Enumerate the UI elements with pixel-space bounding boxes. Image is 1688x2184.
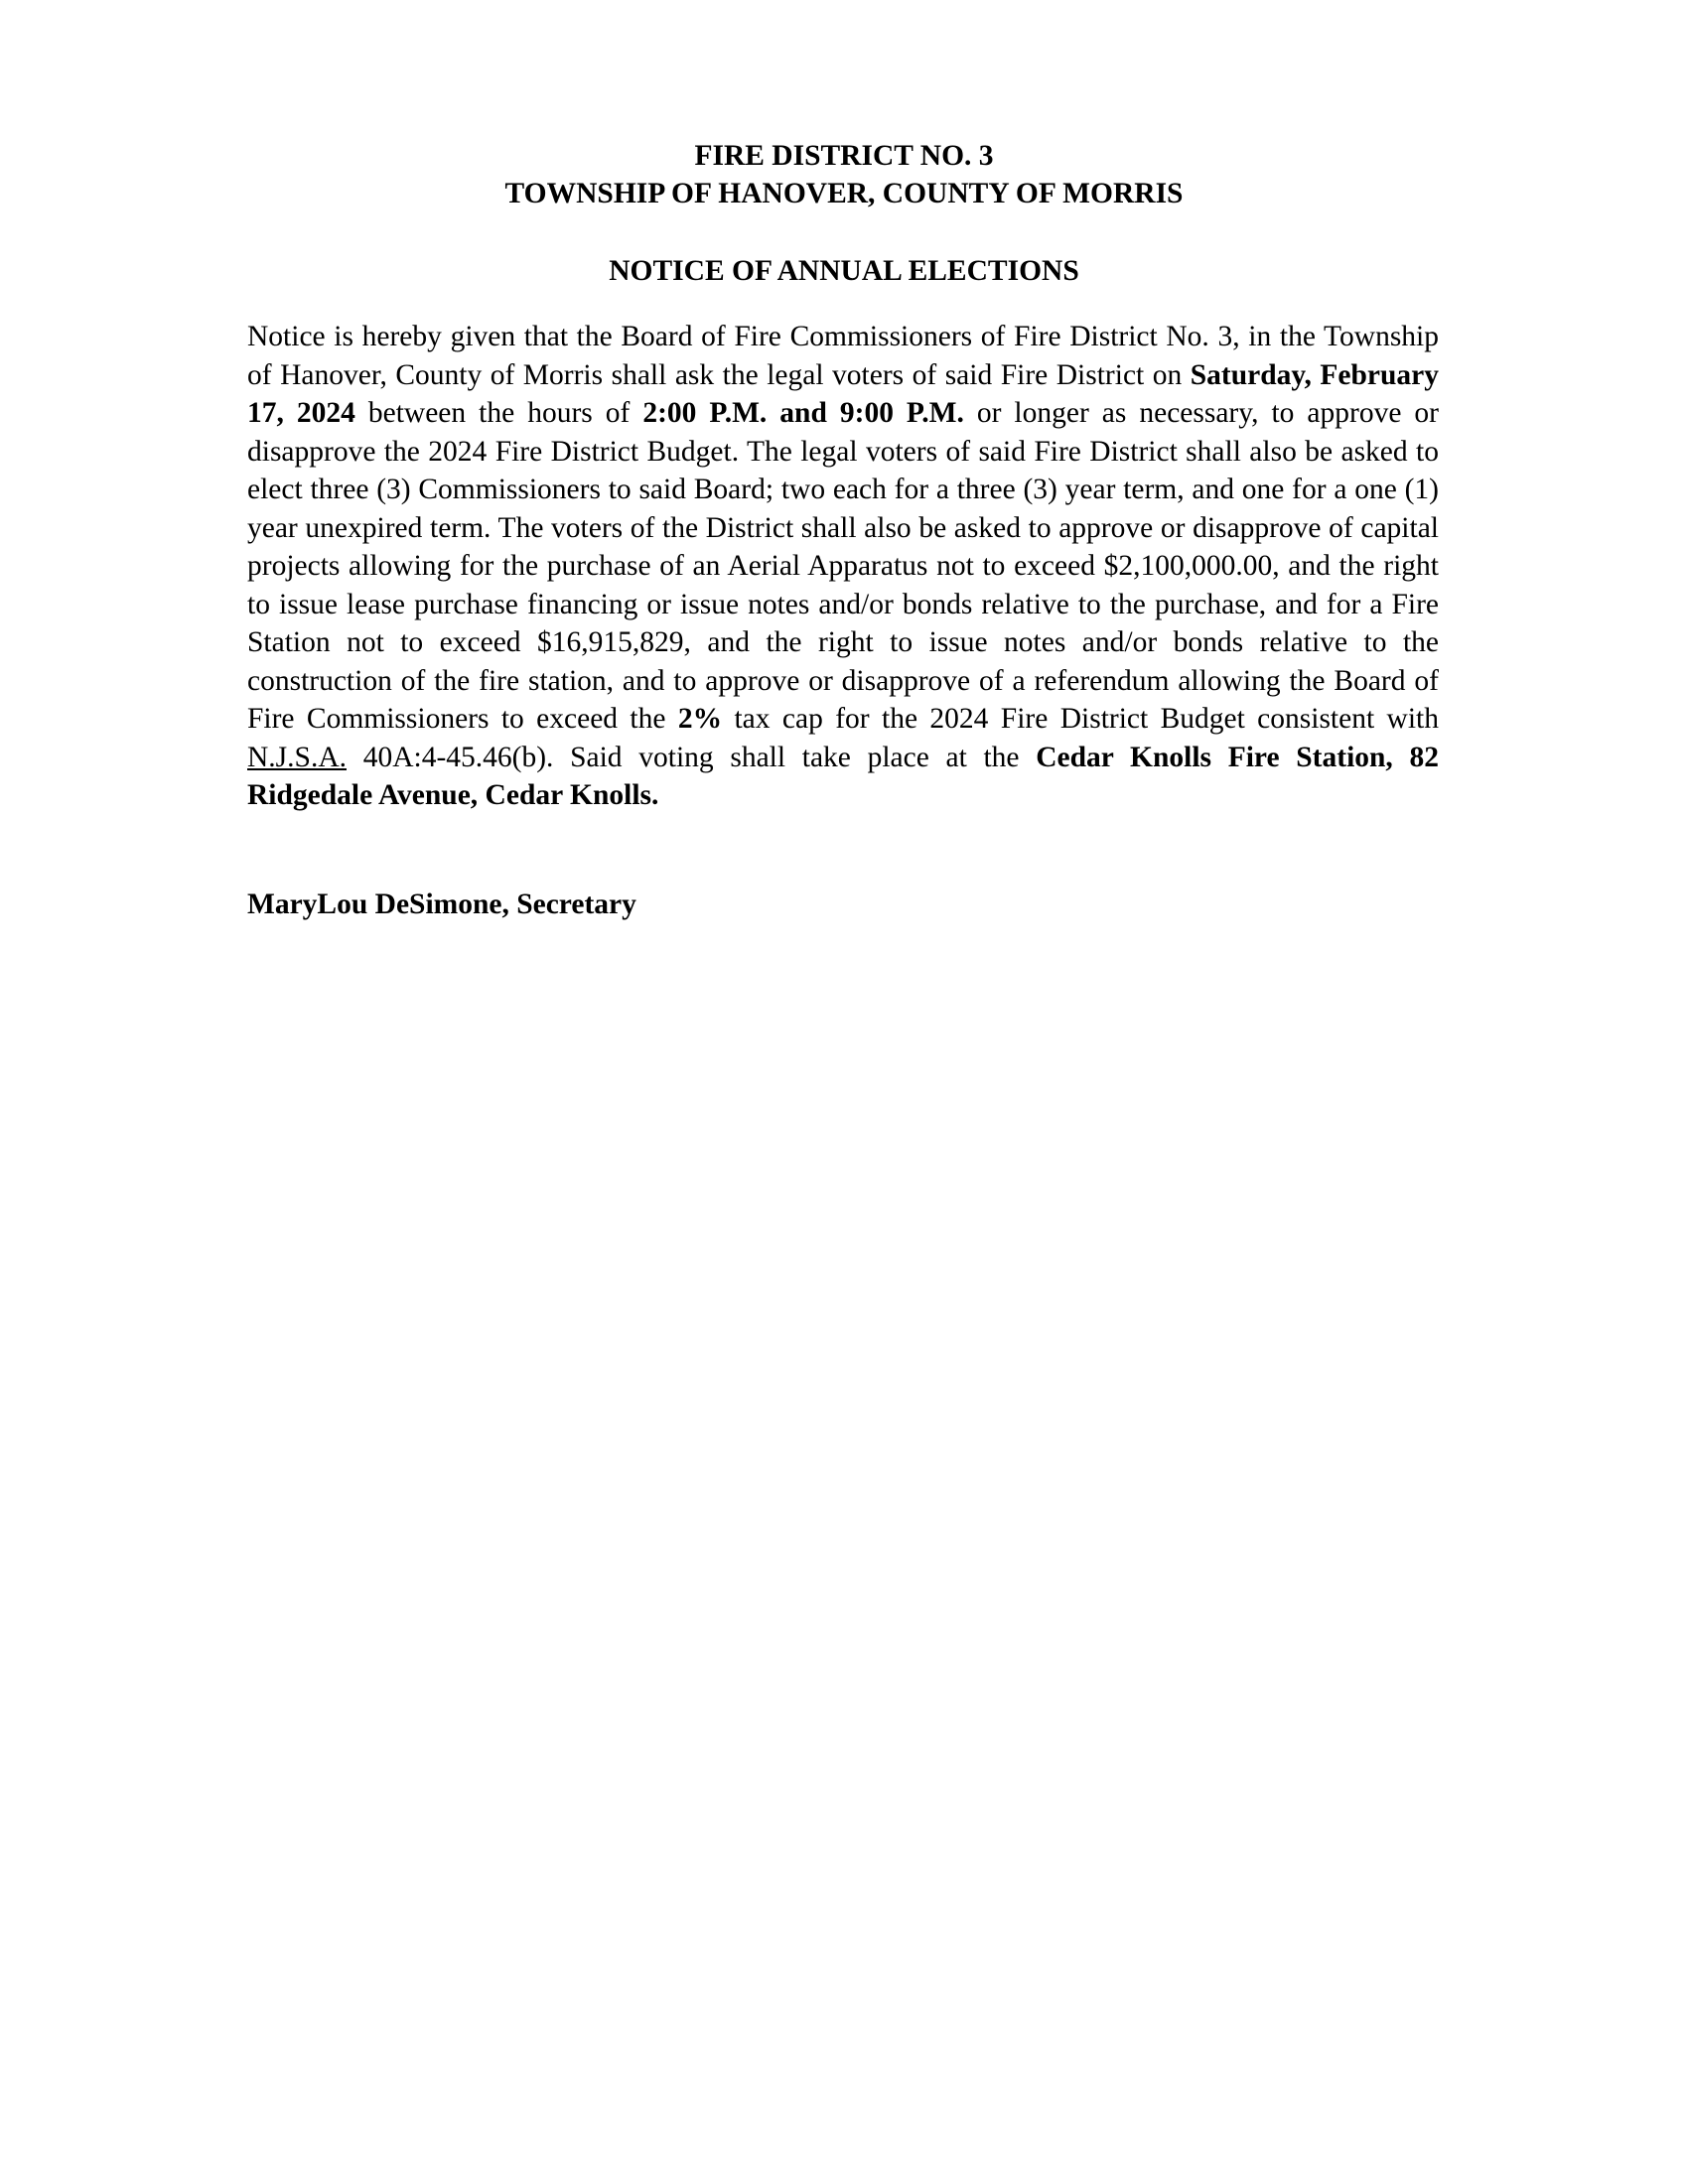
notice-body [247, 318, 1439, 815]
header-township-line: TOWNSHIP OF HANOVER, COUNTY OF MORRIS [504, 178, 1184, 209]
body-text-intro: Notice is hereby given that the Board of Fire Commissioners of Fire District No. 3, in the Township of Hanover, County of Morris shall ask the legal voters of said Fire District on [247, 321, 1439, 391]
header-district-line: FIRE DISTRICT NO. 3 [694, 140, 994, 172]
document-header [0, 137, 1688, 212]
voting-hours: 2:00 P.M. and 9:00 P.M. [642, 397, 964, 429]
body-text-main: or longer as necessary, to approve or disapprove the 2024 Fire District Budget. The legal voters of said Fire District shall also be asked to elect three (3) Commissioners to said Board; two each for a three (3) year term, and one for a one (1) year unexpired term. The voters of the District shall also be asked to approve or disapprove of capital projects allowing for the purchase of an Aerial Apparatus not to exceed $2,100,000.00, and the right to issue lease purchase financing or issue notes and/or bonds relative to the purchase, and for a Fire Station not to exceed $16,915,829, and the right to issue notes and/or bonds relative to the construction of the fire station, and to approve or disapprove of a referendum allowing the Board of Fire Commissioners to exceed the [247, 397, 1439, 735]
voting-location: Cedar Knolls Fire Station, 82 Ridgedale Avenue, Cedar Knolls. [247, 741, 1439, 811]
notice-title: NOTICE OF ANNUAL ELECTIONS [609, 255, 1079, 287]
signature-line: MaryLou DeSimone, Secretary [247, 888, 636, 920]
statute-reference: N.J.S.A. [247, 741, 347, 773]
body-text-voting-place: 40A:4-45.46(b). Said voting shall take place at the [347, 741, 1037, 773]
tax-cap-percent: 2% [677, 703, 723, 735]
election-date: Saturday, February 17, 2024 [247, 358, 1440, 429]
body-text-hours-lead: between the hours of [354, 397, 643, 429]
body-text-budget: tax cap for the 2024 Fire District Budget consistent with [722, 703, 1439, 735]
